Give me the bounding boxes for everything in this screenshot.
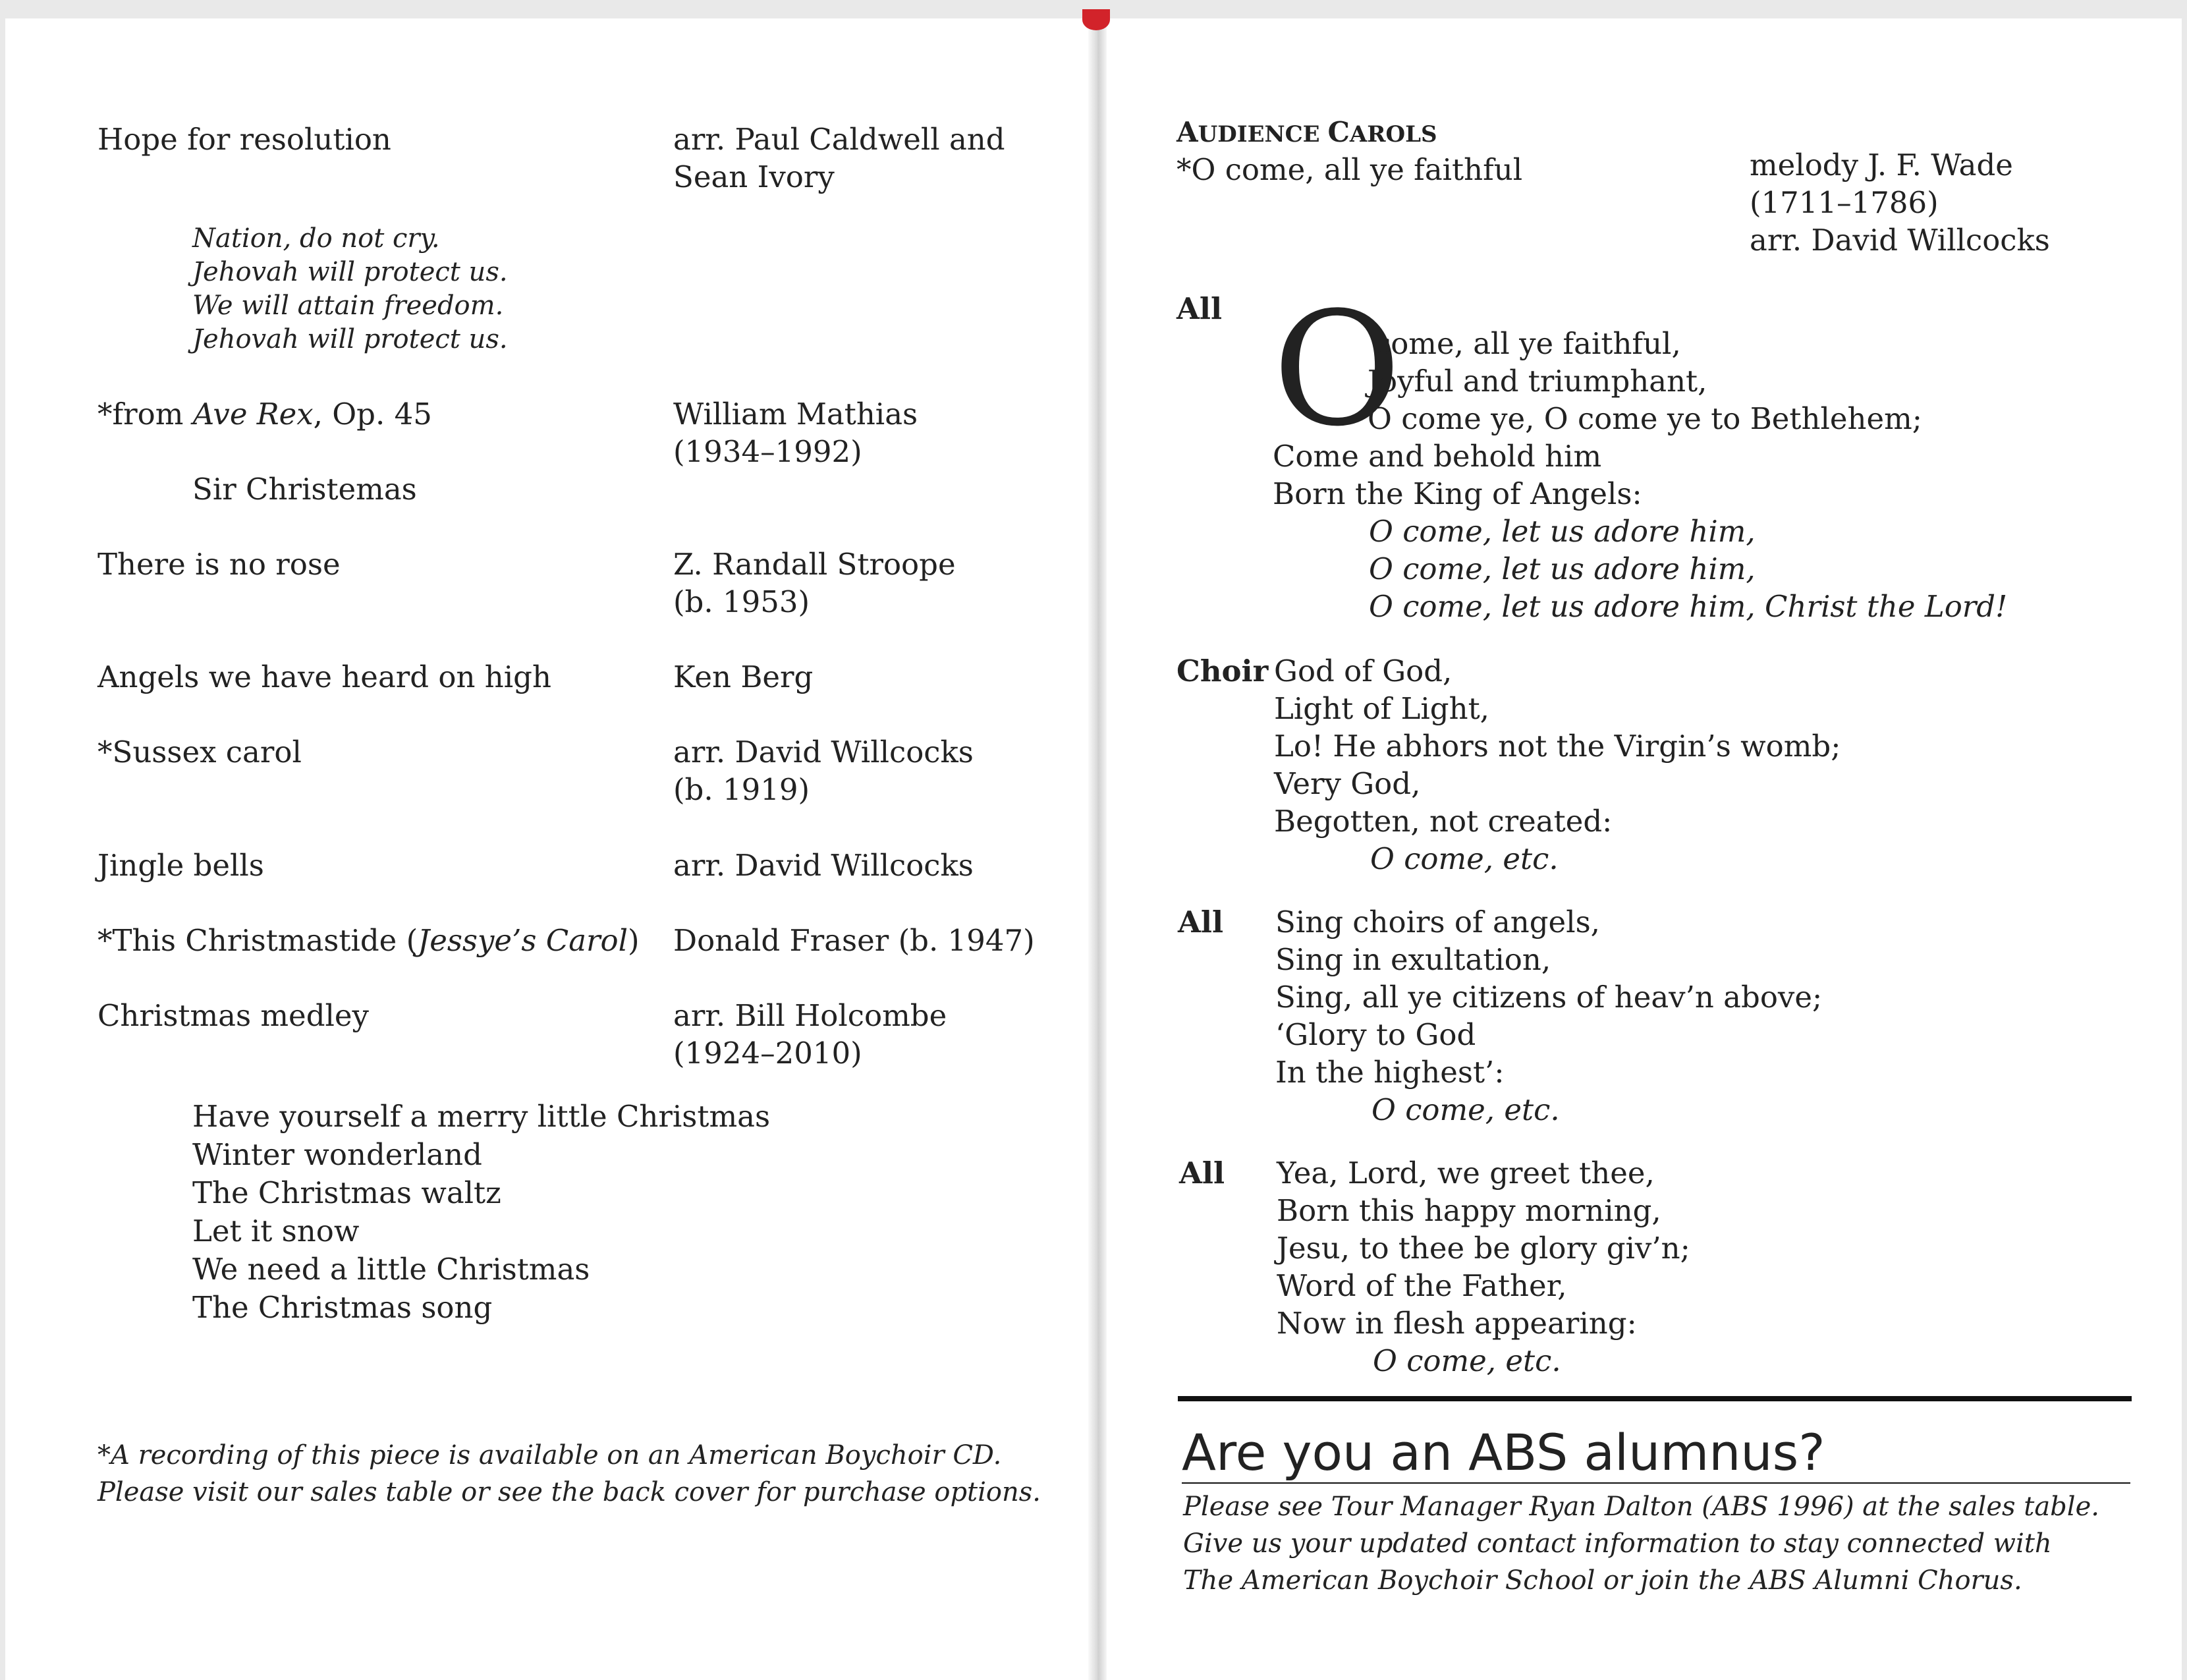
verse-line: ‘Glory to God: [1275, 1017, 1476, 1052]
program-composer: (1934–1992): [673, 434, 862, 469]
verse-line: God of God,: [1274, 654, 1453, 688]
program-composer: arr. Paul Caldwell and: [673, 122, 1005, 157]
program-composer: (b. 1919): [673, 772, 810, 807]
section-heading: [1177, 116, 1437, 148]
title-part: , Op. 45: [313, 397, 432, 432]
medley-item: Let it snow: [192, 1214, 360, 1248]
voice-label: Choir: [1177, 654, 1269, 688]
program-title: Christmas medley: [97, 998, 369, 1033]
bookmark-ribbon: [1082, 9, 1110, 30]
title-part: *from: [97, 397, 193, 432]
voice-label: All: [1179, 1156, 1225, 1190]
refrain-line: O come, let us adore him, Christ the Lord!: [1369, 589, 2008, 624]
carol-title: *O come, all ye faithful: [1177, 152, 1523, 187]
title-italic-part: Jessye’s Carol: [418, 923, 628, 958]
medley-item: The Christmas waltz: [192, 1175, 501, 1210]
refrain-line: O come, etc.: [1370, 841, 1559, 876]
program-composer: (1924–2010): [673, 1036, 862, 1071]
program-title: There is no rose: [97, 547, 341, 582]
divider-thin: [1182, 1482, 2130, 1484]
verse-line: In the highest’:: [1275, 1055, 1505, 1090]
heading-initial: C: [1327, 116, 1350, 148]
program-title: [97, 395, 432, 433]
verse-line: Yea, Lord, we greet thee,: [1277, 1156, 1655, 1190]
verse-line: Very God,: [1274, 766, 1421, 801]
lyric-line: Jehovah will protect us.: [192, 324, 508, 354]
alumni-note-line: The American Boychoir School or join the ABS Alumni Chorus.: [1183, 1565, 2022, 1596]
voice-label: All: [1177, 291, 1223, 326]
program-composer: arr. Bill Holcombe: [673, 998, 947, 1033]
lyric-line: Nation, do not cry.: [192, 223, 440, 254]
heading-smallcaps: AROLS: [1349, 121, 1437, 148]
alumni-note-line: Give us your updated contact information to stay connected with: [1183, 1528, 2052, 1559]
program-title: [97, 922, 640, 959]
medley-item: Winter wonderland: [192, 1137, 482, 1172]
refrain-line: O come, let us adore him,: [1369, 551, 1756, 586]
program-composer: Z. Randall Stroope: [673, 547, 956, 582]
program-composer: Donald Fraser (b. 1947): [673, 923, 1035, 958]
verse-line: come, all ye faithful,: [1374, 326, 1681, 361]
refrain-line: O come, etc.: [1371, 1092, 1560, 1127]
lyric-line: Jehovah will protect us.: [192, 257, 508, 287]
refrain-line: O come, etc.: [1373, 1343, 1561, 1378]
verse-line: Light of Light,: [1274, 691, 1489, 726]
verse-line: Sing in exultation,: [1275, 942, 1551, 977]
footnote-line: Please visit our sales table or see the back cover for purchase options.: [97, 1477, 1041, 1507]
alumni-title: Are you an ABS alumnus?: [1182, 1423, 1825, 1482]
lyric-line: We will attain freedom.: [192, 291, 504, 321]
refrain-line: O come, let us adore him,: [1369, 514, 1756, 549]
heading-smallcaps: UDIENCE: [1198, 121, 1328, 148]
verse-line: Lo! He abhors not the Virgin’s womb;: [1274, 729, 1841, 764]
medley-item: Have yourself a merry little Christmas: [192, 1099, 771, 1134]
program-composer: (b. 1953): [673, 584, 810, 619]
medley-item: The Christmas song: [192, 1290, 493, 1325]
program-composer: arr. David Willcocks: [673, 735, 974, 770]
program-title: Jingle bells: [97, 848, 264, 883]
verse-line: Begotten, not created:: [1274, 804, 1613, 839]
carol-credit: arr. David Willcocks: [1750, 223, 2050, 258]
title-italic-part: Ave Rex: [192, 397, 314, 432]
program-title: Hope for resolution: [97, 122, 391, 157]
program-composer: Sean Ivory: [673, 159, 835, 194]
medley-item: We need a little Christmas: [192, 1252, 590, 1287]
verse-line: Sing, all ye citizens of heav’n above;: [1275, 980, 1823, 1015]
carol-credit: melody J. F. Wade: [1750, 148, 2013, 182]
footnote-line: *A recording of this piece is available on an American Boychoir CD.: [97, 1440, 1002, 1470]
program-title: Angels we have heard on high: [97, 659, 551, 694]
program-subtitle: Sir Christemas: [192, 472, 417, 507]
alumni-note-line: Please see Tour Manager Ryan Dalton (ABS 1996) at the sales table.: [1183, 1492, 2099, 1522]
program-composer: William Mathias: [673, 397, 918, 432]
title-part: ): [628, 923, 640, 958]
voice-label: All: [1178, 905, 1224, 939]
heading-initial: A: [1177, 116, 1198, 148]
title-part: *This Christmastide (: [97, 923, 418, 958]
book-spine: [1088, 18, 1107, 1680]
program-composer: Ken Berg: [673, 659, 814, 694]
program-title: *Sussex carol: [97, 735, 302, 770]
divider-thick: [1178, 1396, 2132, 1401]
verse-line: Born this happy morning,: [1277, 1193, 1661, 1228]
verse-line: Joyful and triumphant,: [1368, 364, 1707, 399]
verse-line: Word of the Father,: [1277, 1268, 1567, 1303]
verse-line: Jesu, to thee be glory giv’n;: [1277, 1231, 1690, 1266]
program-composer: arr. David Willcocks: [673, 848, 974, 883]
drop-cap: O: [1273, 279, 1402, 461]
verse-line: O come ye, O come ye to Bethlehem;: [1368, 401, 1922, 436]
verse-line: Born the King of Angels:: [1273, 476, 1642, 511]
verse-line: Come and behold him: [1273, 439, 1602, 474]
verse-line: Now in flesh appearing:: [1277, 1306, 1637, 1341]
verse-line: Sing choirs of angels,: [1275, 905, 1600, 939]
carol-credit: (1711–1786): [1750, 185, 1939, 220]
